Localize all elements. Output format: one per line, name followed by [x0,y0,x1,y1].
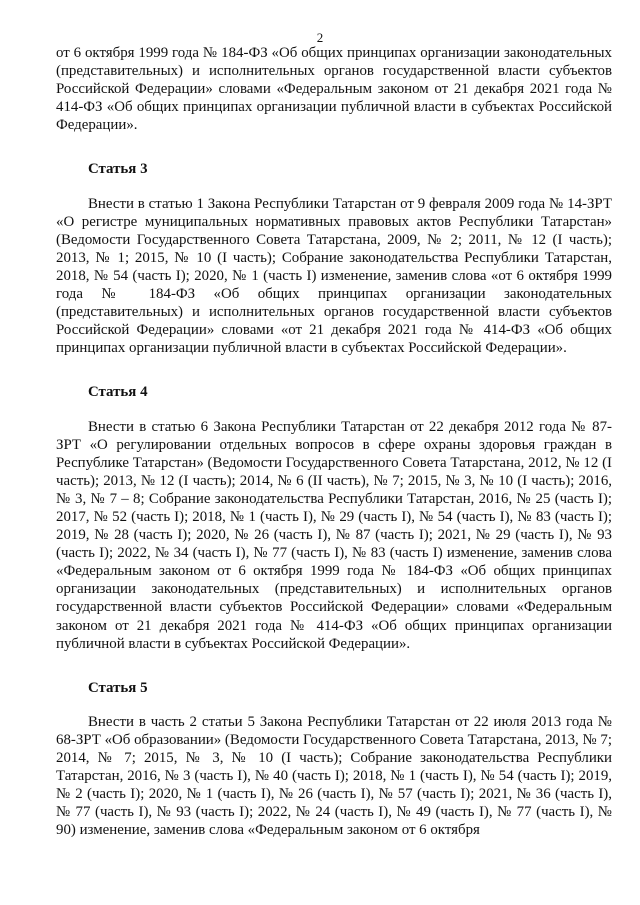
page-number: 2 [316,30,324,45]
article-3-heading: Статья 3 [88,161,148,178]
spacer [56,402,612,418]
spacer [56,179,612,195]
spacer [56,697,612,713]
spacer [56,653,612,679]
document-body [56,44,612,839]
article-4-heading: Статья 4 [88,384,148,401]
spacer [56,134,612,160]
intro-paragraph: от 6 октября 1999 года № 184-ФЗ «Об общих принципах организации законодательных (представительных) и исполнительных органов государственной власти субъектов Российской Федерации» словами «Федеральным законом от 21 декабря 2021 года № 414-ФЗ «Об общих принципах организации публичной власти в субъектах Российской Федерации». [56,45,612,134]
article-3-paragraph: Внести в статью 1 Закона Республики Татарстан от 9 февраля 2009 года № 14-ЗРТ «О регистре муниципальных нормативных правовых актов Республики Татарстан» (Ведомости Государственного Совета Татарстана, 2009, № 2; 2011, № 12 (I часть); 2013, № 1; 2015, № 10 (I часть); Собрание законодательства Республики Татарстан, 2018, № 54 (часть I); 2020, № 1 (часть I) изменение, заменив слова «от 6 октября 1999 года № 184-ФЗ «Об общих принципах организации законодательных (представительных) и исполнительных органов государственной власти субъектов Российской Федерации» словами «от 21 декабря 2021 года № 414-ФЗ «Об общих принципах организации публичной власти в субъектах Российской Федерации». [56,195,612,357]
article-4-paragraph: Внести в статью 6 Закона Республики Татарстан от 22 декабря 2012 года № 87-ЗРТ «О регулировании отдельных вопросов в сфере охраны здоровья граждан в Республике Татарстан» (Ведомости Государственного Совета Татарстана, 2012, № 12 (I часть); 2013, № 12 (I часть); 2014, № 6 (II часть), № 7; 2015, № 3, № 10 (I часть); 2016, № 3, № 7 – 8; Собрание законодательства Республики Татарстан, 2016, № 25 (часть I); 2017, № 52 (часть I); 2018, № 1 (часть I), № 29 (часть I), № 54 (часть I), № 83 (часть I); 2019, № 28 (часть I); 2020, № 26 (часть I), № 87 (часть I); 2021, № 29 (часть I), № 93 (часть I); 2022, № 34 (часть I), № 77 (часть I), № 83 (часть I) изменение, заменив слова «Федеральным законом от 6 октября 1999 года № 184-ФЗ «Об общих принципах организации законодательных (представительных) и исполнительных органов государственной власти субъектов Российской Федерации» словами «Федеральным законом от 21 декабря 2021 года № 414-ФЗ «Об общих принципах организации публичной власти в субъектах Российской Федерации». [56,418,612,652]
article-5-paragraph: Внести в часть 2 статьи 5 Закона Республики Татарстан от 22 июля 2013 года № 68-ЗРТ «Об образовании» (Ведомости Государственного Совета Татарстана, 2013, № 7; 2014, № 7; 2015, № 3, № 10 (I часть); Собрание законодательства Республики Татарстан, 2016, № 3 (часть I), № 40 (часть I); 2018, № 1 (часть I), № 54 (часть I); 2019, № 2 (часть I); 2020, № 1 (часть I), № 26 (часть I), № 57 (часть I); 2021, № 36 (часть I), № 77 (часть I), № 93 (часть I); 2022, № 24 (часть I), № 49 (часть I), № 77 (часть I), № 90) изменение, заменив слова «Федеральным законом от 6 октября [56,713,612,839]
article-5-heading: Статья 5 [88,679,148,696]
spacer [56,357,612,383]
